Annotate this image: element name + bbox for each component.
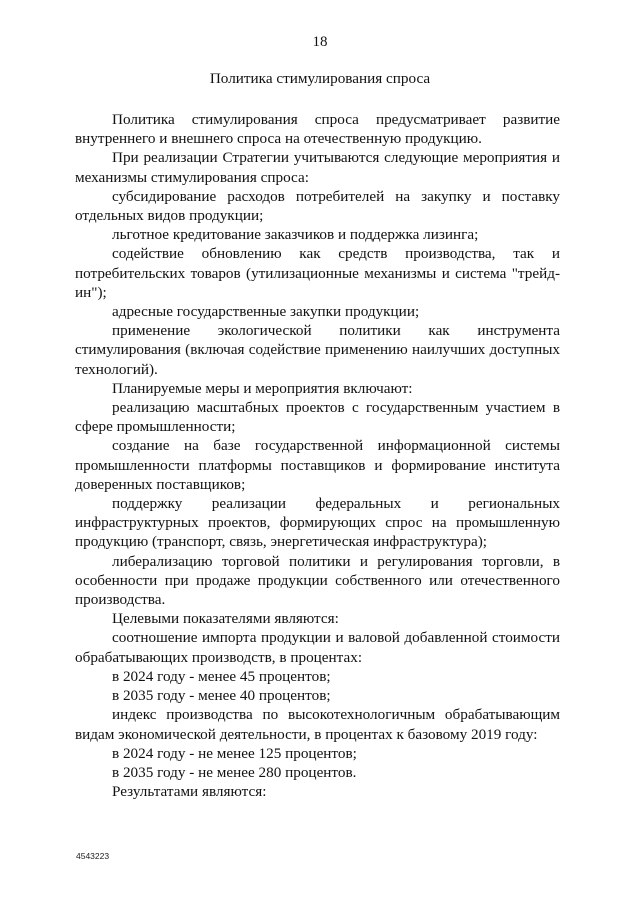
list-item: создание на базе государственной информационной системы промышленности платформы поставщиков и формирование института доверенных поставщиков;	[75, 437, 560, 493]
list-item: содействие обновлению как средств производства, так и потребительских товаров (утилизационные механизмы и система "трейд-ин");	[75, 245, 560, 301]
document-code: 4543223	[76, 851, 110, 861]
list-item: либерализацию торговой политики и регулирования торговли, в особенности при продаже продукции собственного или отечественного производства.	[75, 552, 560, 609]
list-item: в 2024 году - не менее 125 процентов;	[112, 744, 357, 762]
paragraph: Целевыми показателями являются:	[112, 610, 339, 628]
list-item: льготное кредитование заказчиков и поддержка лизинга;	[112, 226, 479, 244]
list-item: в 2035 году - менее 40 процентов;	[112, 687, 331, 705]
list-item: применение экологической политики как инструмента стимулирования (включая содействие применению наилучших доступных технологий).	[75, 322, 560, 378]
page-number: 18	[312, 34, 328, 50]
list-item: в 2024 году - менее 45 процентов;	[112, 667, 331, 685]
section-title: Политика стимулирования спроса	[209, 70, 431, 87]
document-body	[75, 110, 560, 801]
list-item: поддержку реализации федеральных и региональных инфраструктурных проектов, формирующих спрос на промышленную продукцию (транспорт, связь, энергетическая инфраструктура);	[75, 495, 560, 551]
paragraph: При реализации Стратегии учитываются следующие мероприятия и механизмы стимулирования спроса:	[75, 149, 560, 186]
paragraph: Политика стимулирования спроса предусматривает развитие внутреннего и внешнего спроса на отечественную продукцию.	[75, 111, 560, 148]
paragraph: Планируемые меры и мероприятия включают:	[112, 379, 413, 397]
list-item: в 2035 году - не менее 280 процентов.	[112, 763, 357, 781]
list-item: индекс производства по высокотехнологичным обрабатывающим видам экономической деятельности, в процентах к базовому 2019 году:	[75, 706, 560, 743]
list-item: соотношение импорта продукции и валовой добавленной стоимости обрабатывающих производств, в процентах:	[75, 629, 560, 666]
list-item: реализацию масштабных проектов с государственным участием в сфере промышленности;	[75, 399, 560, 436]
list-item: адресные государственные закупки продукции;	[112, 303, 420, 321]
paragraph: Результатами являются:	[112, 783, 267, 801]
list-item: субсидирование расходов потребителей на закупку и поставку отдельных видов продукции;	[75, 187, 560, 225]
